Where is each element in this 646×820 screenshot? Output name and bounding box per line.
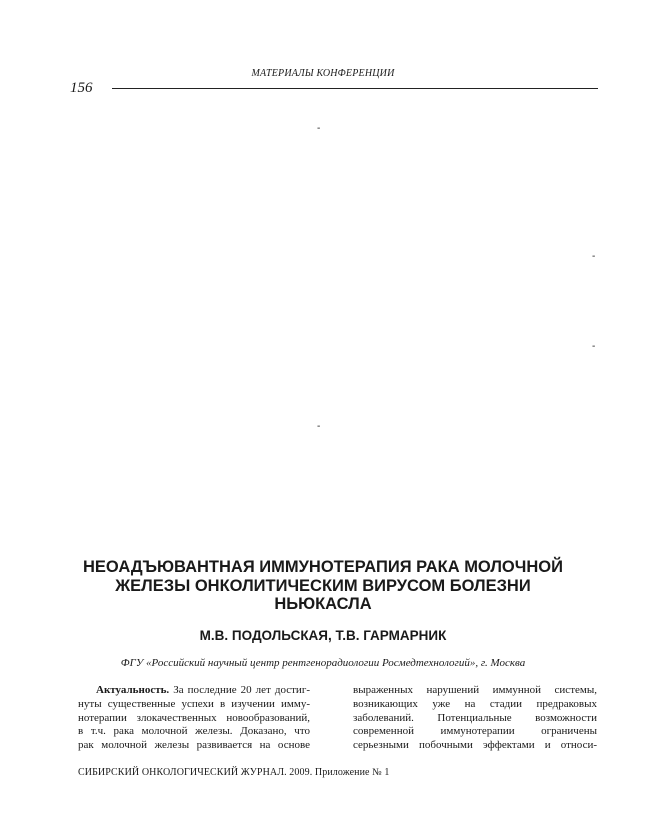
affiliation: ФГУ «Российский научный центр рентгенорадиологии Росмедтехнологий», г. Москва (120, 657, 526, 669)
title-line: НЕОАДЪЮВАНТНАЯ ИММУНОТЕРАПИЯ РАКА МОЛОЧНОЙ (83, 558, 563, 576)
body-line: заболеваний. Потенциальные возможности (353, 711, 597, 724)
stray-dash-mark: - (592, 251, 596, 262)
header-rule (112, 88, 598, 89)
body-line: рак молочной железы развивается на основе (78, 739, 310, 752)
body-column-left (78, 684, 310, 753)
page-number: 156 (70, 80, 93, 96)
article-title (70, 558, 576, 614)
body-line: нотерапии злокачественных новообразований, (78, 711, 310, 724)
section-lead: Актуальность. (96, 684, 170, 696)
journal-footer: СИБИРСКИЙ ОНКОЛОГИЧЕСКИЙ ЖУРНАЛ. 2009. Приложение № 1 (78, 767, 390, 778)
authors: М.В. ПОДОЛЬСКАЯ, Т.В. ГАРМАРНИК (199, 628, 447, 643)
body-line: возникающих уже на стадии предраковых (353, 697, 597, 710)
title-line: НЬЮКАСЛА (274, 595, 372, 613)
body-line: в т.ч. рака молочной железы. Доказано, что (78, 725, 310, 738)
body-column-right (353, 684, 597, 753)
body-text: За последние 20 лет достиг- (169, 684, 310, 696)
stray-dash-mark: - (317, 421, 321, 432)
stray-dash-mark: - (592, 341, 596, 352)
title-line: ЖЕЛЕЗЫ ОНКОЛИТИЧЕСКИМ ВИРУСОМ БОЛЕЗНИ (115, 576, 531, 595)
body-line: нуты существенные успехи в изучении имму- (78, 697, 310, 710)
stray-dash-mark: - (317, 123, 321, 134)
body-line: серьезными побочными эффектами и относи- (353, 739, 597, 752)
body-line: современной иммунотерапии ограничены (353, 725, 597, 738)
running-head: МАТЕРИАЛЫ КОНФЕРЕНЦИИ (251, 68, 395, 79)
body-line (78, 684, 310, 698)
body-line: выраженных нарушений иммунной системы, (353, 684, 597, 696)
